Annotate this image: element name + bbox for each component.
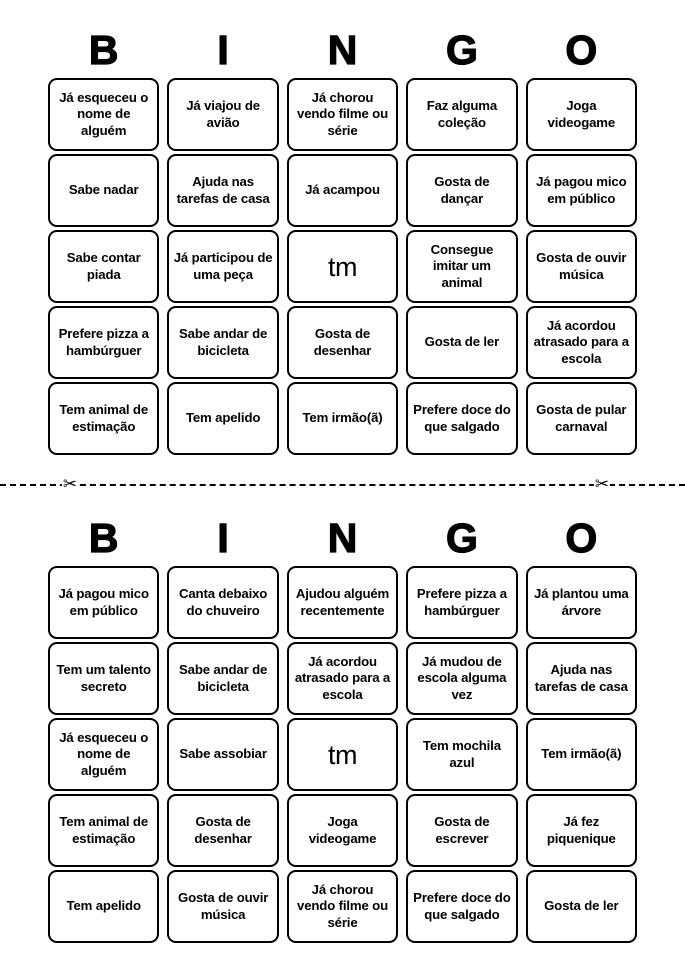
bingo-cell[interactable] xyxy=(48,870,159,943)
bingo-cell[interactable] xyxy=(287,306,398,379)
bingo-cell[interactable] xyxy=(167,382,278,455)
bingo-cell[interactable] xyxy=(167,154,278,227)
bingo-card-top xyxy=(0,0,685,455)
bingo-cell[interactable] xyxy=(526,566,637,639)
bingo-cell-label: Joga videogame xyxy=(308,814,377,846)
bingo-cell-label: Já esqueceu o nome de alguém xyxy=(59,729,149,778)
bingo-cell-label: Já viajou de avião xyxy=(186,98,260,130)
bingo-cell[interactable] xyxy=(287,566,398,639)
bingo-cell[interactable] xyxy=(48,306,159,379)
bingo-cell-label: Já mudou de escola alguma vez xyxy=(417,653,507,702)
bingo-cell-label: Canta debaixo do chuveiro xyxy=(179,586,268,618)
bingo-cell-label: Prefere doce do que salgado xyxy=(413,402,511,434)
header-letter-i: I xyxy=(217,515,229,561)
bingo-grid-bottom xyxy=(48,566,637,943)
bingo-cell-label: Tem irmão(ã) xyxy=(302,410,383,426)
cut-line xyxy=(0,465,685,503)
bingo-cell[interactable] xyxy=(167,794,278,867)
bingo-cell[interactable] xyxy=(526,794,637,867)
bingo-cell[interactable] xyxy=(406,870,517,943)
bingo-cell[interactable] xyxy=(526,78,637,151)
bingo-free-cell[interactable] xyxy=(287,230,398,303)
bingo-cell[interactable] xyxy=(287,154,398,227)
header-letter-b: B xyxy=(88,515,119,561)
bingo-cell[interactable] xyxy=(287,870,398,943)
bingo-cell-label: Ajuda nas tarefas de casa xyxy=(176,174,270,206)
bingo-cell[interactable] xyxy=(526,642,637,715)
bingo-cell[interactable] xyxy=(406,78,517,151)
bingo-cell-label: Gosta de desenhar xyxy=(194,814,252,846)
bingo-grid-top xyxy=(48,78,637,455)
bingo-cell-label: Já acampou xyxy=(305,182,380,198)
bingo-cell-label: Gosta de ouvir música xyxy=(177,890,269,922)
bingo-cell-label: Sabe nadar xyxy=(68,182,139,198)
bingo-cell[interactable] xyxy=(48,382,159,455)
bingo-cell-label: Tem irmão(ã) xyxy=(541,746,622,762)
header-letter-n: N xyxy=(327,515,358,561)
tm-logo: tm xyxy=(327,251,357,282)
bingo-cell[interactable] xyxy=(167,78,278,151)
bingo-cell-label: Joga videogame xyxy=(547,98,616,130)
bingo-cell[interactable] xyxy=(48,78,159,151)
bingo-cell[interactable] xyxy=(48,566,159,639)
bingo-cell[interactable] xyxy=(526,154,637,227)
header-letter-i: I xyxy=(217,27,229,73)
bingo-cell-label: Tem apelido xyxy=(66,898,141,914)
bingo-cell-label: Gosta de dançar xyxy=(434,174,490,206)
bingo-cell[interactable] xyxy=(406,566,517,639)
bingo-cell-label: Gosta de desenhar xyxy=(313,326,372,358)
bingo-cell[interactable] xyxy=(526,870,637,943)
bingo-cell-label: Tem mochila azul xyxy=(422,738,501,770)
bingo-cell-label: Já participou de uma peça xyxy=(173,250,273,282)
bingo-header-top xyxy=(48,28,637,78)
bingo-header-bottom xyxy=(48,516,637,566)
bingo-cell[interactable] xyxy=(167,642,278,715)
bingo-cell-label: Já pagou mico em público xyxy=(536,174,627,206)
bingo-cell[interactable] xyxy=(287,642,398,715)
bingo-cell[interactable] xyxy=(167,718,278,791)
bingo-cell-label: Faz alguma coleção xyxy=(426,98,498,130)
bingo-cell[interactable] xyxy=(287,78,398,151)
bingo-cell[interactable] xyxy=(406,382,517,455)
bingo-cell-label: Já fez piquenique xyxy=(546,814,616,846)
header-letter-b: B xyxy=(88,27,119,73)
bingo-cell[interactable] xyxy=(287,382,398,455)
bingo-cell-label: Sabe contar piada xyxy=(66,250,141,282)
bingo-cell[interactable] xyxy=(526,230,637,303)
bingo-cell[interactable] xyxy=(406,306,517,379)
bingo-free-cell[interactable] xyxy=(287,718,398,791)
bingo-cell-label: Tem um talento secreto xyxy=(56,662,151,694)
dashed-divider xyxy=(0,484,685,486)
header-letter-o: O xyxy=(565,27,598,73)
header-letter-n: N xyxy=(327,27,358,73)
scissors-icon: ✂ xyxy=(594,474,610,494)
bingo-cell-label: Tem apelido xyxy=(185,410,261,426)
bingo-cell-label: Tem animal de estimação xyxy=(59,814,149,846)
bingo-cell[interactable] xyxy=(406,794,517,867)
bingo-cell-label: Gosta de escrever xyxy=(434,814,490,846)
bingo-cell[interactable] xyxy=(167,230,278,303)
header-letter-g: G xyxy=(445,515,478,561)
bingo-cell-label: Já chorou vendo filme ou série xyxy=(297,881,388,930)
bingo-cell-label: Já acordou atrasado para a escola xyxy=(533,317,629,366)
bingo-cell-label: Prefere doce do que salgado xyxy=(413,890,511,922)
bingo-cell[interactable] xyxy=(167,306,278,379)
bingo-cell-label: Consegue imitar um animal xyxy=(430,241,494,290)
bingo-cell[interactable] xyxy=(48,230,159,303)
bingo-cell-label: Gosta de ouvir música xyxy=(536,250,627,282)
bingo-cell[interactable] xyxy=(406,154,517,227)
bingo-cell[interactable] xyxy=(526,382,637,455)
header-letter-g: G xyxy=(445,27,478,73)
bingo-cell[interactable] xyxy=(167,566,278,639)
bingo-cell[interactable] xyxy=(287,794,398,867)
bingo-cell-label: Tem animal de estimação xyxy=(59,402,149,434)
bingo-cell-label: Gosta de pular carnaval xyxy=(536,402,627,434)
bingo-cell[interactable] xyxy=(48,154,159,227)
header-letter-o: O xyxy=(565,515,598,561)
bingo-cell-label: Gosta de ler xyxy=(544,898,619,914)
bingo-cell-label: Ajuda nas tarefas de casa xyxy=(534,662,628,694)
bingo-cell-label: Já esqueceu o nome de alguém xyxy=(59,89,149,138)
bingo-cell-label: Sabe andar de bicicleta xyxy=(178,326,268,358)
bingo-cell-label: Já plantou uma árvore xyxy=(533,586,629,618)
bingo-cell[interactable] xyxy=(406,642,517,715)
bingo-cell[interactable] xyxy=(406,230,517,303)
bingo-cell[interactable] xyxy=(48,794,159,867)
bingo-cell-label: Prefere pizza a hambúrguer xyxy=(416,586,507,618)
bingo-cell-label: Já chorou vendo filme ou série xyxy=(297,89,388,138)
bingo-cell-label: Gosta de ler xyxy=(424,334,500,350)
bingo-cell-label: Já acordou atrasado para a escola xyxy=(294,653,391,702)
scissors-icon: ✂ xyxy=(62,474,78,494)
bingo-cell[interactable] xyxy=(167,870,278,943)
bingo-cell[interactable] xyxy=(48,718,159,791)
tm-logo: tm xyxy=(327,739,357,770)
bingo-cell[interactable] xyxy=(526,718,637,791)
bingo-cell-label: Prefere pizza a hambúrguer xyxy=(58,326,149,358)
bingo-cell-label: Ajudou alguém recentemente xyxy=(295,586,390,618)
bingo-cell-label: Sabe andar de bicicleta xyxy=(178,662,268,694)
bingo-card-bottom xyxy=(0,503,685,943)
bingo-cell-label: Já pagou mico em público xyxy=(58,586,149,618)
bingo-cell[interactable] xyxy=(526,306,637,379)
bingo-cell-label: Sabe assobiar xyxy=(179,746,267,762)
bingo-cell[interactable] xyxy=(406,718,517,791)
bingo-cell[interactable] xyxy=(48,642,159,715)
